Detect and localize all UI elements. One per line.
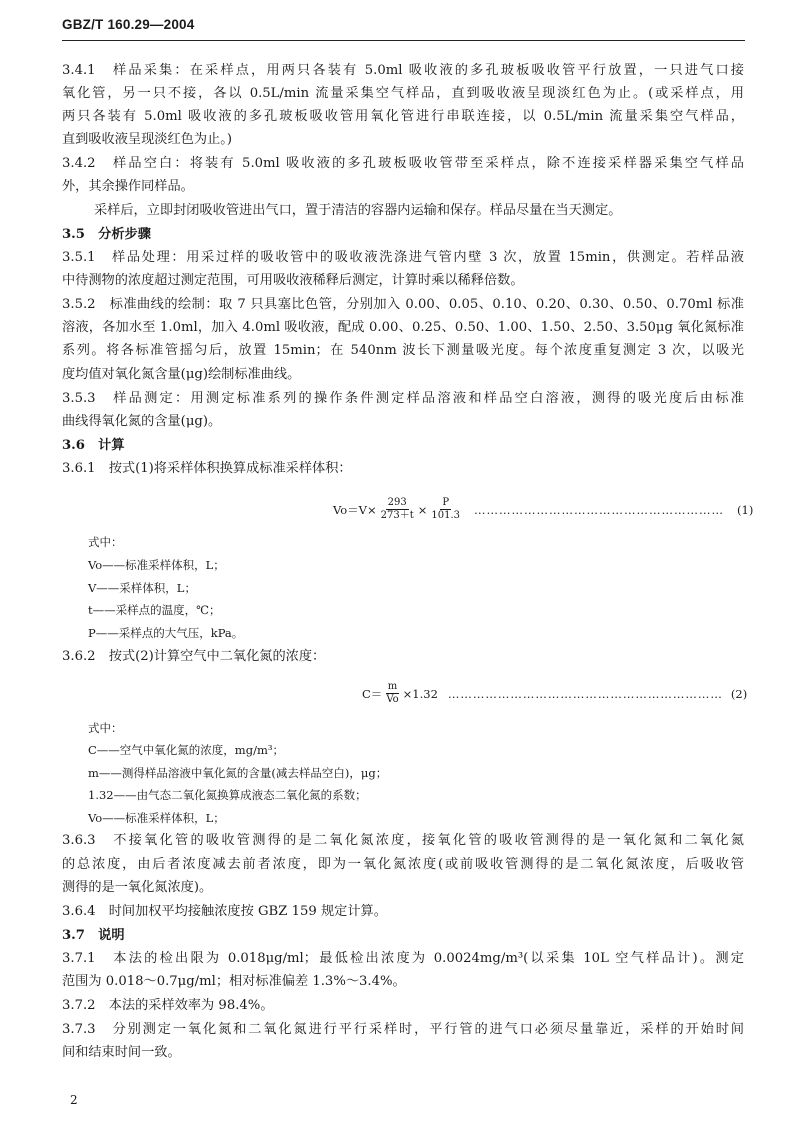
times-sign: × xyxy=(417,502,428,517)
text-line: 3.6.1 按式(1)将采样体积换算成标准采样体积： xyxy=(62,461,352,476)
formula-1 xyxy=(333,497,753,522)
formula-2-lhs: C＝ xyxy=(362,686,383,701)
section-heading: 3.7 说明 xyxy=(62,928,125,943)
formula-2 xyxy=(362,681,747,706)
formula-1-fraction-pressure xyxy=(429,497,462,522)
leader-dots: ………………………………………………………… xyxy=(447,686,723,701)
variable-definition: t——采样点的温度，℃； xyxy=(88,603,221,617)
text-line: 式中： xyxy=(88,721,123,735)
variable-definition: Vo——标准采样体积，L； xyxy=(88,811,225,825)
section-heading: 3.5 分析步骤 xyxy=(62,227,151,242)
text-line: 两只各装有 5.0ml 吸收液的多孔玻板吸收管用氧化管进行串联连接，以 0.5L/min 流量采集空气样品， xyxy=(62,109,744,124)
formula-1-lhs: Vo＝V× xyxy=(333,502,377,517)
formula-2-rhs: ×1.32 xyxy=(402,686,438,701)
fraction-numerator: 293 xyxy=(387,497,407,508)
text-line: 3.5.3 样品测定：用测定标准系列的操作条件测定样品溶液和样品空白溶液，测得的吸光度后由标准 xyxy=(62,391,744,406)
variable-definition: C——空气中氧化氮的浓度，mg/m³； xyxy=(88,743,284,757)
text-line: 3.5.2 标准曲线的绘制：取 7 只具塞比色管，分别加入 0.00、0.05、0.10、0.20、0.30、0.50、0.70ml 标准 xyxy=(62,297,744,312)
text-line: 采样后，立即封闭吸收管进出气口，置于清洁的容器内运输和保存。样品尽量在当天测定。 xyxy=(94,203,622,218)
fraction-denominator: 273＋t xyxy=(380,510,414,521)
formula-2-fraction xyxy=(384,681,400,706)
fraction-denominator: Vo xyxy=(386,694,399,705)
text-line: 3.4.1 样品采集：在采样点，用两只各装有 5.0ml 吸收液的多孔玻板吸收管平行放置，一只进气口接 xyxy=(62,63,744,78)
fraction-numerator: m xyxy=(387,681,398,692)
text-line: 3.6.3 不接氧化管的吸收管测得的是二氧化氮浓度，接氧化管的吸收管测得的是一氧化氮和二氧化氮 xyxy=(62,833,744,848)
fraction-numerator: P xyxy=(442,497,450,508)
equation-number: (2) xyxy=(730,686,748,701)
text-line: 的总浓度，由后者浓度减去前者浓度，即为一氧化氮浓度(或前吸收管测得的是二氧化氮浓度，后吸收管 xyxy=(62,857,744,872)
variable-definition: Vo——标准采样体积，L； xyxy=(88,558,225,572)
text-line: 3.5.1 样品处理：用采过样的吸收管中的吸收液洗涤进气管内壁 3 次，放置 15min，供测定。若样品液 xyxy=(62,250,744,265)
page-number: 2 xyxy=(70,1093,78,1107)
text-line: 外，其余操作同样品。 xyxy=(62,179,194,194)
text-line: 氧化管，另一只不接，各以 0.5L/min 流量采集空气样品，直到吸收液呈现淡红色为止。(或采样点，用 xyxy=(62,86,744,101)
formula-1-fraction-temperature xyxy=(379,497,416,522)
text-line: 3.7.2 本法的采样效率为 98.4%。 xyxy=(62,998,274,1013)
variable-definition: m——测得样品溶液中氧化氮的含量(减去样品空白)，μg； xyxy=(88,766,388,780)
text-line: 间和结束时间一致。 xyxy=(62,1045,181,1060)
text-line: 直到吸收液呈现淡红色为止。) xyxy=(62,132,232,147)
fraction-denominator: 101.3 xyxy=(431,510,461,521)
text-line: 系列。将各标准管摇匀后，放置 15min；在 540nm 波长下测量吸光度。每个浓度重复测定 3 次，以吸光 xyxy=(62,343,744,358)
header-rule xyxy=(62,40,745,41)
section-heading: 3.6 计算 xyxy=(62,438,125,453)
standard-code-header: GBZ/T 160.29—2004 xyxy=(62,17,195,32)
text-line: 3.7.1 本法的检出限为 0.018μg/ml；最低检出浓度为 0.0024mg/m³(以采集 10L 空气样品计)。测定 xyxy=(62,951,744,966)
variable-definition: P——采样点的大气压，kPa。 xyxy=(88,626,244,640)
text-line: 3.6.2 按式(2)计算空气中二氧化氮的浓度： xyxy=(62,649,326,664)
text-line: 曲线得氧化氮的含量(μg)。 xyxy=(62,414,222,429)
text-line: 溶液，各加水至 1.0ml，加入 4.0ml 吸收液，配成 0.00、0.25、0.50、1.00、1.50、2.50、3.50μg 氧化氮标准 xyxy=(62,320,744,335)
text-line: 测得的是一氧化氮浓度)。 xyxy=(62,880,213,895)
text-line: 3.4.2 样品空白：将装有 5.0ml 吸收液的多孔玻板吸收管带至采样点，除不连接采样器采集空气样品 xyxy=(62,156,744,171)
text-line: 3.7.3 分别测定一氧化氮和二氧化氮进行平行采样时，平行管的进气口必须尽量靠近，采样的开始时间 xyxy=(62,1022,744,1037)
equation-number: (1) xyxy=(737,502,754,517)
leader-dots: …………………………………………………… xyxy=(474,502,725,517)
variable-definition: 1.32——由气态二氧化氮换算成液态二氧化氮的系数； xyxy=(88,788,367,802)
text-line: 范围为 0.018～0.7μg/ml；相对标准偏差 1.3%～3.4%。 xyxy=(62,974,406,989)
text-line: 中待测物的浓度超过测定范围，可用吸收液稀释后测定，计算时乘以稀释倍数。 xyxy=(62,273,524,288)
text-line: 3.6.4 时间加权平均接触浓度按 GBZ 159 规定计算。 xyxy=(62,904,387,919)
text-line: 式中： xyxy=(88,535,123,549)
variable-definition: V——采样体积，L； xyxy=(88,581,196,595)
text-line: 度均值对氧化氮含量(μg)绘制标准曲线。 xyxy=(62,367,301,382)
